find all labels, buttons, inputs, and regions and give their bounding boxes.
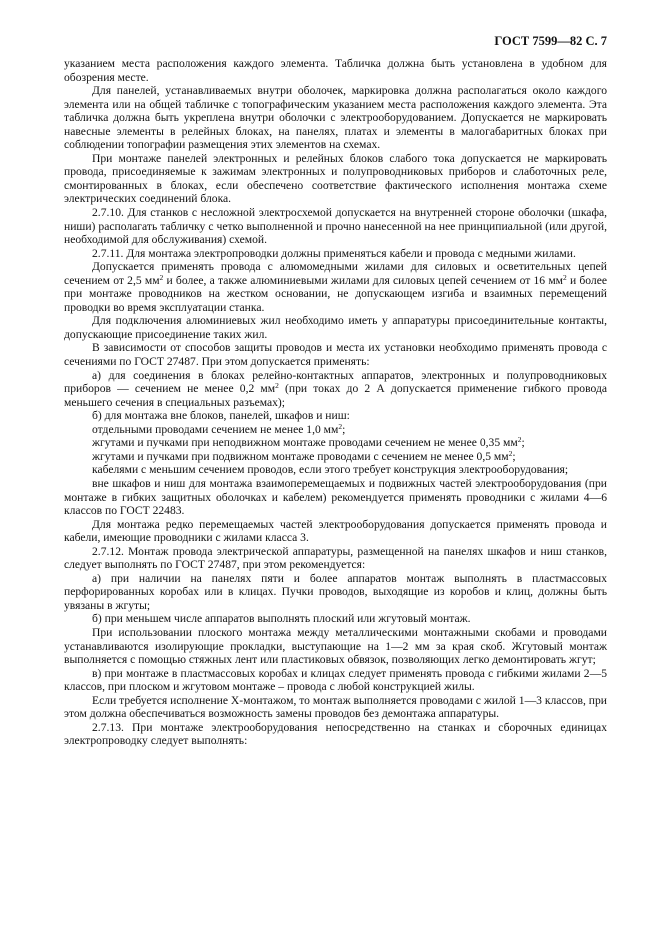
paragraph: Если требуется исполнение Х-монтажом, то монтаж выполняется проводами с жилой 1—3 классов, при этом должна обеспечиваться возможность замены проводов без демонтажа аппаратуры. bbox=[64, 693, 607, 721]
paragraph: а) для соединения в блоках релейно-контактных аппаратов, электронных и полупроводниковых приборов — сечением не менее 0,2 $мм^2$ (при токах до 2 А допускается применение гибкого провода меньшего сечения в специальных разъемах); bbox=[64, 368, 607, 409]
paragraph: вне шкафов и ниш для монтажа взаимоперемещаемых и подвижных частей электрооборудования (при монтаже в гибких защитных оболочках и кабелем) рекомендуется применять проводники с жилами 4—6 классов по ГОСТ 22483. bbox=[64, 476, 607, 518]
paragraph: отдельными проводами сечением не менее 1,0 $мм^2$; bbox=[92, 421, 346, 436]
paragraph: При монтаже панелей электронных и релейных блоков слабого тока допускается не маркировать провода, присоединяемые к зажимам электронных и полупроводниковых приборов и слаботочных реле, смонтированных в блоках, если обеспечено соответствие фактического исполнения монтажа схеме электрических соединений блока. bbox=[64, 151, 607, 206]
paragraph: указанием места расположения каждого элемента. Табличка должна быть установлена в удобном для обозрения месте. bbox=[64, 57, 607, 84]
superscript: 2 bbox=[275, 381, 279, 391]
paragraph: 2.7.11. Для монтажа электропроводки должны применяться кабели и провода с медными жилами. bbox=[92, 246, 576, 260]
paragraph: При использовании плоского монтажа между металлическими монтажными скобами и проводами устанавливаются изолирующие прокладки, выступающие на 1—2 мм за края скоб. Жгутовый монтаж выполняется с помощью стяжных лент или пластиковых обвязок, позволяющих легко демонтировать жгут; bbox=[64, 625, 607, 667]
paragraph: а) при наличии на панелях пяти и более аппаратов монтаж выполнять в пластмассовых перфорированных коробах или в клицах. Пучки проводов, выходящие из коробов и клиц, должны быть увязаны в жгуты; bbox=[64, 571, 607, 612]
paragraph: Для подключения алюминиевых жил необходимо иметь у аппаратуры присоединительные контакты, допускающие присоединение таких жил. bbox=[64, 314, 607, 341]
document-body bbox=[64, 57, 607, 748]
superscript: 2 bbox=[508, 448, 513, 458]
paragraph: Допускается применять провода с алюмомедными жилами для силовых и осветительных цепей сечением от 2,5 $мм^2$ и более, а также алюминиевыми жилами для силовых цепей сечением от 16 $мм^2$ и более при монтаже проводников на жестком основании, не допускающем изгиба и взаимных перемещений проводки во время эксплуатации станка. bbox=[64, 260, 608, 314]
paragraph: в) при монтаже в пластмассовых коробах и клицах следует применять провода с гибкими жилами 2—5 классов, при плоском и жгутовом монтаже – провода с любой конструкцией жилы. bbox=[64, 666, 607, 694]
paragraph: б) для монтажа вне блоков, панелей, шкафов и ниш: bbox=[92, 409, 350, 423]
paragraph: жгутами и пучками при неподвижном монтаже проводами сечением не менее 0,35 $мм^2$; bbox=[92, 435, 525, 450]
paragraph: Для панелей, устанавливаемых внутри оболочек, маркировка должна располагаться около каждого элемента или на общей табличке с топографическим указанием места расположения каждого элемента. Эта табличка должна быть укреплена внутри оболочки с электрооборудованием. Допускается не маркировать навесные элементы в релейных блоках, на панелях, платах и элементы в малогабаритных блоках при соблюдении топографии размещения этих элементов на схемах. bbox=[64, 84, 607, 152]
paragraph: 2.7.10. Для станков с несложной электросхемой допускается на внутренней стороне оболочки (шкафа, ниши) располагать табличку с четко выполненной и прочно нанесенной на нее принципиальной (или другой, необходимой для обслуживания) схемой. bbox=[64, 206, 607, 247]
superscript: 2 bbox=[338, 421, 343, 431]
paragraph: 2.7.13. При монтаже электрооборудования непосредственно на станках и сборочных единицах электропроводку следует выполнять: bbox=[64, 720, 607, 748]
paragraph: б) при меньшем числе аппаратов выполнять плоский или жгутовый монтаж. bbox=[92, 612, 471, 626]
paragraph: кабелями с меньшим сечением проводов, если этого требует конструкция электрооборудования; bbox=[92, 463, 569, 477]
paragraph: жгутами и пучками при подвижном монтаже проводами с сечением не менее 0,5 $мм^2$; bbox=[92, 448, 516, 463]
paragraph: 2.7.12. Монтаж провода электрической аппаратуры, размещенной на панелях шкафов и ниш станков, следует выполнять по ГОСТ 27487, при этом рекомендуется: bbox=[64, 544, 607, 572]
superscript: 2 bbox=[563, 272, 567, 282]
superscript: 2 bbox=[159, 272, 164, 282]
superscript: 2 bbox=[517, 435, 522, 445]
paragraph: В зависимости от способов защиты проводов и места их установки необходимо применять провода с сечениями по ГОСТ 27487. При этом допускается применять: bbox=[64, 341, 607, 369]
running-header: ГОСТ 7599—82 С. 7 bbox=[494, 34, 607, 48]
paragraph: Для монтажа редко перемещаемых частей электрооборудования допускается применять провода и кабели, имеющие проводники с жилами класса 3. bbox=[64, 517, 607, 545]
